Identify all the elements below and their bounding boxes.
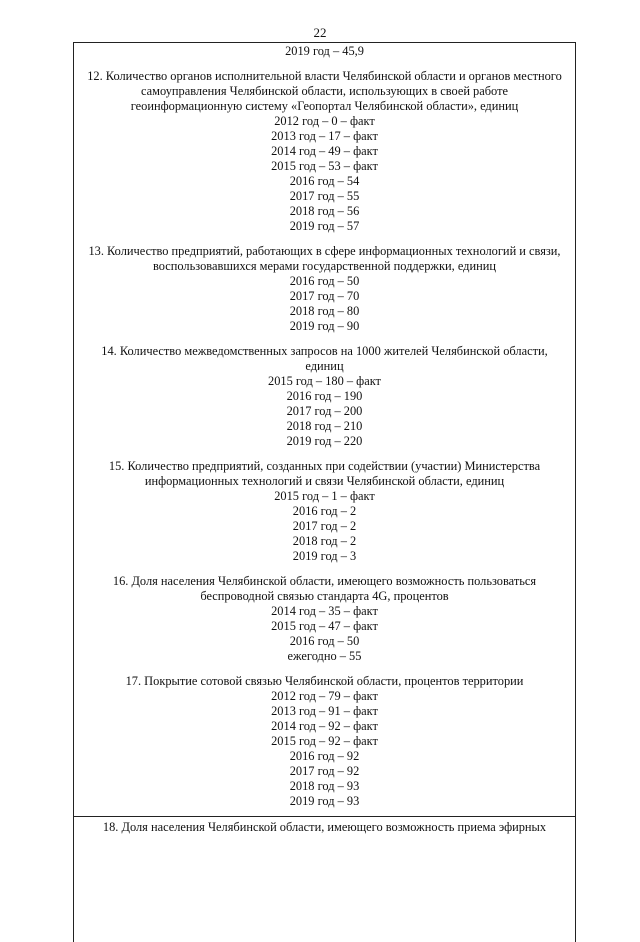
data-line: 2014 год – 35 – факт xyxy=(271,604,378,618)
section-heading: 12. Количество органов исполнительной власти Челябинской области и органов местного самоуправления Челябинской области, использующих в своей работе геоинформационную систему «Геопортал Челябинской области», единиц xyxy=(87,69,562,113)
data-line: 2015 год – 53 – факт xyxy=(271,159,378,173)
data-line: 2012 год – 79 – факт xyxy=(271,689,378,703)
data-line: 2019 год – 220 xyxy=(286,434,363,448)
section-16 xyxy=(73,574,576,664)
data-line: 2015 год – 47 – факт xyxy=(271,619,378,633)
data-line: 2016 год – 2 xyxy=(292,504,357,518)
data-line: 2019 год – 93 xyxy=(289,794,360,808)
data-line: 2018 год – 2 xyxy=(292,534,357,548)
data-line: 2017 год – 2 xyxy=(292,519,357,533)
data-line: 2014 год – 92 – факт xyxy=(271,719,378,733)
data-line: 2013 год – 17 – факт xyxy=(271,129,378,143)
data-line: 2019 год – 3 xyxy=(292,549,357,563)
data-line: 2015 год – 92 – факт xyxy=(271,734,378,748)
data-line: 2016 год – 92 xyxy=(289,749,360,763)
data-line: 2016 год – 50 xyxy=(289,634,360,648)
section-heading: 17. Покрытие сотовой связью Челябинской области, процентов территории xyxy=(125,674,524,688)
data-line: 2019 год – 90 xyxy=(289,319,360,333)
page-number: 22 xyxy=(313,25,327,40)
data-line: 2018 год – 56 xyxy=(289,204,360,218)
data-line: 2018 год – 210 xyxy=(286,419,363,433)
data-line: 2016 год – 50 xyxy=(289,274,360,288)
section-13 xyxy=(73,244,576,334)
data-line: 2017 год – 70 xyxy=(289,289,360,303)
data-line: 2019 год – 57 xyxy=(289,219,360,233)
section-heading: 14. Количество межведомственных запросов на 1000 жителей Челябинской области, единиц xyxy=(101,344,548,373)
data-line: 2018 год – 80 xyxy=(289,304,360,318)
data-line: 2015 год – 180 – факт xyxy=(268,374,381,388)
data-line: ежегодно – 55 xyxy=(287,649,362,663)
data-line: 2017 год – 92 xyxy=(289,764,360,778)
lead-line: 2019 год – 45,9 xyxy=(285,44,364,58)
document-body xyxy=(73,44,576,809)
data-line: 2018 год – 93 xyxy=(289,779,360,793)
section-15 xyxy=(73,459,576,564)
data-line: 2012 год – 0 – факт xyxy=(274,114,375,128)
section-heading: 16. Доля населения Челябинской области, имеющего возможность пользоваться беспроводной связью стандарта 4G, процентов xyxy=(112,574,537,603)
data-line: 2017 год – 200 xyxy=(286,404,363,418)
section-heading: 15. Количество предприятий, созданных при содействии (участии) Министерства информационных технологий и связи Челябинской области, единиц xyxy=(108,459,541,488)
section-14 xyxy=(73,344,576,449)
section-12 xyxy=(73,69,576,234)
data-line: 2015 год – 1 – факт xyxy=(274,489,375,503)
data-line: 2017 год – 55 xyxy=(289,189,360,203)
row-divider xyxy=(73,816,576,817)
data-line: 2013 год – 91 – факт xyxy=(271,704,378,718)
section-17 xyxy=(73,674,576,809)
trailing-line: 18. Доля населения Челябинской области, имеющего возможность приема эфирных xyxy=(102,820,547,834)
data-line: 2016 год – 190 xyxy=(286,389,363,403)
data-line: 2014 год – 49 – факт xyxy=(271,144,378,158)
data-line: 2016 год – 54 xyxy=(289,174,360,188)
section-heading: 13. Количество предприятий, работающих в сфере информационных технологий и связи, воспользовавшихся мерами государственной поддержки, единиц xyxy=(88,244,561,273)
